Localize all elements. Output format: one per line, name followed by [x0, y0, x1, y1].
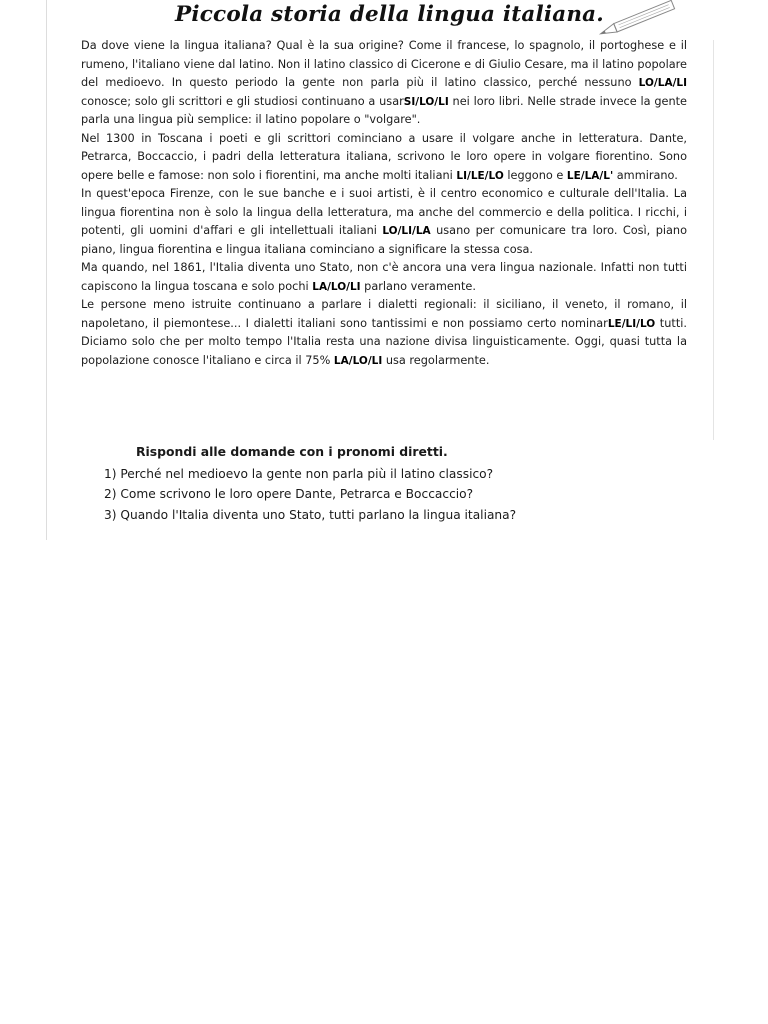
- text-run: ammirano.: [613, 168, 678, 182]
- text-run: usano per comunicare tra loro. Così, piano piano, lingua fiorentina e lingua italiana cominciano a significare la stessa cosa.: [81, 224, 688, 256]
- paragraph-3: [81, 185, 687, 259]
- pronoun-choice: LO/LA/LI: [638, 77, 687, 89]
- pronoun-choice: LA/LO/LI: [312, 280, 361, 293]
- page-title: Piccola storia della lingua italiana.: [175, 2, 604, 27]
- text-run: conosce; solo gli scrittori e gli studiosi continuano a usar: [81, 94, 404, 108]
- question-2: 2) Come scrivono le loro opere Dante, Petrarca e Boccaccio?: [104, 487, 474, 501]
- text-run: nei loro libri. Nelle strade invece la gente parla una lingua più semplice: il latino popolare o "volgare".: [81, 94, 687, 126]
- text-run: tutti. Diciamo solo che per molto tempo l'Italia resta una nazione divisa linguisticamente. Oggi, quasi tutta la popolazione conosce l'italiano e circa il 75%: [81, 316, 687, 367]
- pronoun-choice: LE/LA/L': [566, 169, 614, 182]
- pronoun-choice: LO/LI/LA: [382, 225, 431, 237]
- text-run: Le persone meno istruite continuano a parlare i dialetti regionali: il siciliano, il veneto, il romano, il napoletano, il piemontese... I dialetti italiani sono tantissimi e non possiamo certo nominar: [81, 298, 687, 330]
- scan-margin-mark: [46, 0, 47, 540]
- text-run: usa regolarmente.: [382, 353, 490, 367]
- exercise-heading: Rispondi alle domande con i pronomi diretti.: [136, 444, 448, 459]
- pronoun-choice: SI/LO/LI: [403, 95, 449, 108]
- paragraph-2: [81, 130, 687, 186]
- text-run: Nel 1300 in Toscana i poeti e gli scrittori cominciano a usare il volgare anche in letteratura. Dante, Petrarca, Boccaccio, i padri della letteratura italiana, scrivono le loro opere in volgare fiorentino. Sono opere belle e famose: non solo i fiorentini, ma anche molti italiani: [81, 131, 687, 182]
- main-text: [81, 37, 687, 370]
- question-1: 1) Perché nel medioevo la gente non parla più il latino classico?: [104, 466, 494, 481]
- text-run: leggono e: [503, 168, 567, 182]
- exercise-section: [104, 442, 664, 525]
- text-run: Da dove viene la lingua italiana? Qual è la sua origine? Come il francese, lo spagnolo, il portoghese e il rumeno, l'italiano viene dal latino. Non il latino classico di Cicerone e di Giulio Cesare, ma il latino popolare del medioevo. In questo periodo la gente non parla più il latino classico, perché nessuno: [81, 39, 687, 89]
- scan-margin-mark: [713, 40, 714, 440]
- paragraph-5: [81, 296, 687, 370]
- text-run: parlano veramente.: [360, 279, 476, 293]
- pronoun-choice: LE/LI/LO: [607, 317, 656, 330]
- pencil-icon: [586, 0, 686, 40]
- paragraph-1: [81, 37, 687, 130]
- question-3: 3) Quando l'Italia diventa uno Stato, tutti parlano la lingua italiana?: [104, 507, 517, 522]
- text-run: In quest'epoca Firenze, con le sue banche e i suoi artisti, è il centro economico e culturale dell'Italia. La lingua fiorentina non è solo la lingua della letteratura, ma anche del commercio e della politica. I ricchi, i potenti, gli uomini d'affari e gli intellettuali italiani: [81, 187, 687, 237]
- pronoun-choice: LA/LO/LI: [333, 354, 383, 367]
- text-run: Ma quando, nel 1861, l'Italia diventa uno Stato, non c'è ancora una vera lingua nazionale. Infatti non tutti capiscono la lingua toscana e solo pochi: [81, 261, 687, 293]
- paragraph-4: [81, 259, 687, 296]
- pronoun-choice: LI/LE/LO: [456, 169, 504, 182]
